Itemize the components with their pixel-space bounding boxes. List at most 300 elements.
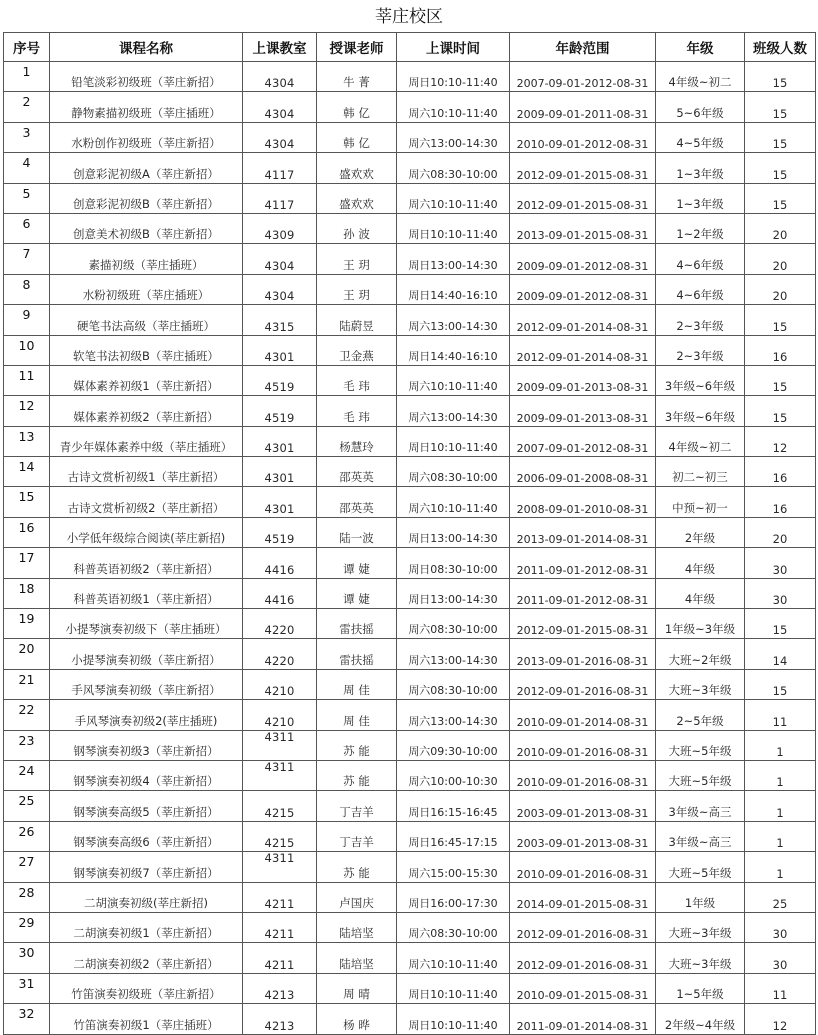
cell-course-name: 水粉创作初级班（莘庄新招） bbox=[50, 122, 243, 152]
cell-age-range: 2010-09-01-2016-08-31 bbox=[510, 730, 656, 760]
cell-course-name: 竹笛演奏初级班（莘庄新招） bbox=[50, 973, 243, 1003]
cell-index: 5 bbox=[4, 183, 50, 213]
cell-age-range: 2013-09-01-2016-08-31 bbox=[510, 639, 656, 669]
cell-age-range: 2012-09-01-2016-08-31 bbox=[510, 669, 656, 699]
header-course-name: 课程名称 bbox=[50, 33, 243, 62]
table-row bbox=[4, 517, 816, 547]
cell-grade: 4~5年级 bbox=[656, 122, 745, 152]
cell-class-size: 12 bbox=[745, 426, 816, 456]
cell-class-time: 周六08:30-10:00 bbox=[397, 153, 510, 183]
table-row bbox=[4, 791, 816, 821]
cell-age-range: 2012-09-01-2014-08-31 bbox=[510, 305, 656, 335]
cell-class-time: 周日13:00-14:30 bbox=[397, 517, 510, 547]
cell-classroom: 4210 bbox=[243, 669, 317, 699]
cell-class-time: 周六10:10-11:40 bbox=[397, 487, 510, 517]
cell-class-time: 周日10:10-11:40 bbox=[397, 62, 510, 92]
cell-class-size: 15 bbox=[745, 305, 816, 335]
cell-class-size: 1 bbox=[745, 791, 816, 821]
cell-course-name: 手风琴演奏初级（莘庄新招） bbox=[50, 669, 243, 699]
cell-classroom: 4215 bbox=[243, 821, 317, 851]
table-row bbox=[4, 943, 816, 973]
cell-age-range: 2007-09-01-2012-08-31 bbox=[510, 62, 656, 92]
cell-course-name: 媒体素养初级1（莘庄新招） bbox=[50, 365, 243, 395]
cell-grade: 5~6年级 bbox=[656, 92, 745, 122]
cell-age-range: 2013-09-01-2014-08-31 bbox=[510, 517, 656, 547]
cell-grade: 1年级 bbox=[656, 882, 745, 912]
cell-index: 24 bbox=[4, 760, 50, 790]
cell-grade: 1~3年级 bbox=[656, 153, 745, 183]
cell-class-time: 周六13:00-14:30 bbox=[397, 122, 510, 152]
cell-teacher: 孙 波 bbox=[317, 213, 397, 243]
cell-class-time: 周日13:00-14:30 bbox=[397, 244, 510, 274]
cell-age-range: 2014-09-01-2015-08-31 bbox=[510, 882, 656, 912]
cell-index: 20 bbox=[4, 639, 50, 669]
cell-grade: 2年级 bbox=[656, 517, 745, 547]
page-title: 莘庄校区 bbox=[375, 7, 443, 27]
cell-class-time: 周六10:00-10:30 bbox=[397, 760, 510, 790]
cell-course-name: 小提琴演奏初级（莘庄新招） bbox=[50, 639, 243, 669]
cell-classroom: 4117 bbox=[243, 183, 317, 213]
cell-classroom: 4315 bbox=[243, 305, 317, 335]
cell-classroom: 4211 bbox=[243, 943, 317, 973]
cell-age-range: 2012-09-01-2014-08-31 bbox=[510, 335, 656, 365]
cell-grade: 3年级~高三 bbox=[656, 791, 745, 821]
cell-class-time: 周日14:40-16:10 bbox=[397, 274, 510, 304]
cell-course-name: 青少年媒体素养中级（莘庄插班） bbox=[50, 426, 243, 456]
table-row bbox=[4, 852, 816, 882]
cell-classroom: 4301 bbox=[243, 457, 317, 487]
table-row bbox=[4, 669, 816, 699]
cell-classroom: 4519 bbox=[243, 396, 317, 426]
cell-class-size: 1 bbox=[745, 760, 816, 790]
table-row bbox=[4, 305, 816, 335]
cell-class-time: 周六10:10-11:40 bbox=[397, 183, 510, 213]
cell-class-size: 15 bbox=[745, 669, 816, 699]
cell-classroom: 4416 bbox=[243, 548, 317, 578]
cell-index: 29 bbox=[4, 912, 50, 942]
cell-classroom: 4304 bbox=[243, 92, 317, 122]
cell-course-name: 小提琴演奏初级下（莘庄插班） bbox=[50, 609, 243, 639]
cell-class-time: 周日10:10-11:40 bbox=[397, 973, 510, 1003]
table-row bbox=[4, 487, 816, 517]
table-row bbox=[4, 700, 816, 730]
cell-class-time: 周日08:30-10:00 bbox=[397, 548, 510, 578]
cell-teacher: 毛 玮 bbox=[317, 396, 397, 426]
cell-teacher: 谭 婕 bbox=[317, 548, 397, 578]
cell-grade: 3年级~6年级 bbox=[656, 396, 745, 426]
cell-class-size: 1 bbox=[745, 730, 816, 760]
cell-grade: 2~5年级 bbox=[656, 700, 745, 730]
cell-teacher: 卫金燕 bbox=[317, 335, 397, 365]
table-row bbox=[4, 973, 816, 1003]
cell-classroom: 4213 bbox=[243, 1004, 317, 1034]
cell-class-size: 15 bbox=[745, 153, 816, 183]
cell-class-size: 12 bbox=[745, 1004, 816, 1034]
cell-age-range: 2010-09-01-2012-08-31 bbox=[510, 122, 656, 152]
cell-age-range: 2012-09-01-2015-08-31 bbox=[510, 609, 656, 639]
cell-grade: 4~6年级 bbox=[656, 274, 745, 304]
cell-classroom: 4304 bbox=[243, 62, 317, 92]
cell-class-time: 周日10:10-11:40 bbox=[397, 1004, 510, 1034]
cell-course-name: 二胡演奏初级(莘庄新招) bbox=[50, 882, 243, 912]
cell-class-size: 20 bbox=[745, 517, 816, 547]
cell-index: 14 bbox=[4, 457, 50, 487]
cell-classroom: 4213 bbox=[243, 973, 317, 1003]
cell-teacher: 韩 亿 bbox=[317, 92, 397, 122]
classroom-label: 4311 bbox=[264, 760, 295, 774]
cell-class-time: 周六08:30-10:00 bbox=[397, 912, 510, 942]
cell-age-range: 2009-09-01-2012-08-31 bbox=[510, 274, 656, 304]
cell-course-name: 创意彩泥初级A（莘庄新招） bbox=[50, 153, 243, 183]
cell-course-name: 科普英语初级1（莘庄新招） bbox=[50, 578, 243, 608]
cell-age-range: 2007-09-01-2012-08-31 bbox=[510, 426, 656, 456]
cell-teacher: 邵英英 bbox=[317, 457, 397, 487]
cell-teacher: 陆培坚 bbox=[317, 943, 397, 973]
cell-classroom: 4301 bbox=[243, 335, 317, 365]
cell-grade: 3年级~6年级 bbox=[656, 365, 745, 395]
cell-grade: 大班~5年级 bbox=[656, 730, 745, 760]
cell-course-name: 科普英语初级2（莘庄新招） bbox=[50, 548, 243, 578]
cell-grade: 4年级 bbox=[656, 578, 745, 608]
cell-class-time: 周日14:40-16:10 bbox=[397, 335, 510, 365]
cell-age-range: 2009-09-01-2013-08-31 bbox=[510, 365, 656, 395]
cell-class-time: 周日16:45-17:15 bbox=[397, 821, 510, 851]
cell-index: 28 bbox=[4, 882, 50, 912]
table-row bbox=[4, 244, 816, 274]
cell-teacher: 韩 亿 bbox=[317, 122, 397, 152]
cell-course-name: 钢琴演奏高级6（莘庄新招） bbox=[50, 821, 243, 851]
table-row bbox=[4, 578, 816, 608]
table-row bbox=[4, 912, 816, 942]
cell-index: 16 bbox=[4, 517, 50, 547]
cell-course-name: 素描初级（莘庄插班） bbox=[50, 244, 243, 274]
cell-classroom: 4220 bbox=[243, 609, 317, 639]
cell-index: 18 bbox=[4, 578, 50, 608]
cell-class-time: 周六10:10-11:40 bbox=[397, 365, 510, 395]
cell-course-name: 二胡演奏初级1（莘庄新招） bbox=[50, 912, 243, 942]
cell-grade: 大班~5年级 bbox=[656, 760, 745, 790]
cell-index: 22 bbox=[4, 700, 50, 730]
table-row bbox=[4, 760, 816, 790]
cell-class-size: 30 bbox=[745, 548, 816, 578]
table-header-row bbox=[4, 33, 816, 62]
cell-grade: 2~3年级 bbox=[656, 335, 745, 365]
cell-classroom: 4211 bbox=[243, 912, 317, 942]
cell-teacher: 毛 玮 bbox=[317, 365, 397, 395]
table-row bbox=[4, 335, 816, 365]
cell-class-time: 周日16:00-17:30 bbox=[397, 882, 510, 912]
cell-classroom: 4304 bbox=[243, 122, 317, 152]
cell-class-time: 周六13:00-14:30 bbox=[397, 700, 510, 730]
cell-class-time: 周六10:10-11:40 bbox=[397, 943, 510, 973]
cell-class-size: 20 bbox=[745, 244, 816, 274]
cell-index: 32 bbox=[4, 1004, 50, 1034]
table-row bbox=[4, 183, 816, 213]
table-row bbox=[4, 548, 816, 578]
cell-class-size: 1 bbox=[745, 852, 816, 882]
cell-course-name: 小学低年级综合阅读(莘庄新招) bbox=[50, 517, 243, 547]
cell-age-range: 2012-09-01-2016-08-31 bbox=[510, 943, 656, 973]
cell-index: 23 bbox=[4, 730, 50, 760]
cell-index: 15 bbox=[4, 487, 50, 517]
cell-age-range: 2011-09-01-2012-08-31 bbox=[510, 578, 656, 608]
cell-index: 12 bbox=[4, 396, 50, 426]
cell-class-size: 11 bbox=[745, 973, 816, 1003]
cell-class-size: 15 bbox=[745, 92, 816, 122]
cell-classroom: 4220 bbox=[243, 639, 317, 669]
cell-age-range: 2006-09-01-2008-08-31 bbox=[510, 457, 656, 487]
table-body bbox=[4, 62, 816, 1035]
cell-class-size: 20 bbox=[745, 274, 816, 304]
cell-age-range: 2009-09-01-2011-08-31 bbox=[510, 92, 656, 122]
cell-grade: 4~6年级 bbox=[656, 244, 745, 274]
cell-age-range: 2009-09-01-2012-08-31 bbox=[510, 244, 656, 274]
cell-class-size: 16 bbox=[745, 487, 816, 517]
cell-teacher: 丁吉羊 bbox=[317, 791, 397, 821]
cell-index: 3 bbox=[4, 122, 50, 152]
cell-classroom: 4301 bbox=[243, 426, 317, 456]
cell-index: 21 bbox=[4, 669, 50, 699]
cell-teacher: 雷扶摇 bbox=[317, 639, 397, 669]
cell-class-size: 30 bbox=[745, 912, 816, 942]
cell-classroom: 4304 bbox=[243, 244, 317, 274]
cell-class-time: 周六15:00-15:30 bbox=[397, 852, 510, 882]
cell-classroom: 4301 bbox=[243, 487, 317, 517]
cell-age-range: 2010-09-01-2014-08-31 bbox=[510, 700, 656, 730]
cell-classroom: 4117 bbox=[243, 153, 317, 183]
cell-course-name: 二胡演奏初级2（莘庄新招） bbox=[50, 943, 243, 973]
cell-teacher: 邵英英 bbox=[317, 487, 397, 517]
cell-course-name: 钢琴演奏初级4（莘庄新招） bbox=[50, 760, 243, 790]
cell-teacher: 周 晴 bbox=[317, 973, 397, 1003]
cell-class-size: 20 bbox=[745, 213, 816, 243]
cell-grade: 大班~3年级 bbox=[656, 669, 745, 699]
cell-age-range: 2008-09-01-2010-08-31 bbox=[510, 487, 656, 517]
table-row bbox=[4, 639, 816, 669]
cell-index: 25 bbox=[4, 791, 50, 821]
cell-class-time: 周日13:00-14:30 bbox=[397, 578, 510, 608]
cell-grade: 初二~初三 bbox=[656, 457, 745, 487]
cell-classroom: 4416 bbox=[243, 578, 317, 608]
cell-class-size: 11 bbox=[745, 700, 816, 730]
cell-index: 7 bbox=[4, 244, 50, 274]
cell-teacher: 陆一波 bbox=[317, 517, 397, 547]
cell-course-name: 创意彩泥初级B（莘庄新招） bbox=[50, 183, 243, 213]
cell-course-name: 静物素描初级班（莘庄插班） bbox=[50, 92, 243, 122]
cell-grade: 1~5年级 bbox=[656, 973, 745, 1003]
cell-grade: 中预~初一 bbox=[656, 487, 745, 517]
cell-age-range: 2012-09-01-2015-08-31 bbox=[510, 153, 656, 183]
cell-grade: 4年级 bbox=[656, 548, 745, 578]
cell-class-time: 周六13:00-14:30 bbox=[397, 305, 510, 335]
cell-course-name: 竹笛演奏初级1（莘庄插班） bbox=[50, 1004, 243, 1034]
cell-class-time: 周六08:30-10:00 bbox=[397, 669, 510, 699]
cell-classroom: 4519 bbox=[243, 517, 317, 547]
cell-classroom: 4309 bbox=[243, 213, 317, 243]
cell-teacher: 杨 晔 bbox=[317, 1004, 397, 1034]
table-row bbox=[4, 457, 816, 487]
table-row bbox=[4, 1004, 816, 1034]
cell-classroom: 4519 bbox=[243, 365, 317, 395]
schedule-table bbox=[3, 32, 816, 1035]
cell-course-name: 水粉初级班（莘庄插班） bbox=[50, 274, 243, 304]
table-row bbox=[4, 153, 816, 183]
classroom-label: 4311 bbox=[264, 851, 295, 866]
cell-index: 2 bbox=[4, 92, 50, 122]
table-row bbox=[4, 92, 816, 122]
cell-teacher: 陆蔚昱 bbox=[317, 305, 397, 335]
cell-class-size: 15 bbox=[745, 122, 816, 152]
cell-index: 27 bbox=[4, 852, 50, 882]
cell-course-name: 古诗文赏析初级2（莘庄新招） bbox=[50, 487, 243, 517]
header-age-range: 年龄范围 bbox=[510, 33, 656, 62]
cell-index: 4 bbox=[4, 153, 50, 183]
cell-grade: 2~3年级 bbox=[656, 305, 745, 335]
cell-age-range: 2012-09-01-2015-08-31 bbox=[510, 183, 656, 213]
schedule-table-container bbox=[3, 32, 815, 1035]
cell-course-name: 硬笔书法高级（莘庄插班） bbox=[50, 305, 243, 335]
cell-teacher: 雷扶摇 bbox=[317, 609, 397, 639]
cell-teacher: 丁吉羊 bbox=[317, 821, 397, 851]
cell-grade: 4年级~初二 bbox=[656, 62, 745, 92]
cell-index: 10 bbox=[4, 335, 50, 365]
cell-grade: 大班~3年级 bbox=[656, 943, 745, 973]
cell-class-size: 16 bbox=[745, 457, 816, 487]
cell-classroom: 4211 bbox=[243, 882, 317, 912]
cell-teacher: 王 玥 bbox=[317, 274, 397, 304]
cell-age-range: 2010-09-01-2016-08-31 bbox=[510, 760, 656, 790]
cell-teacher: 苏 能 bbox=[317, 730, 397, 760]
cell-class-size: 15 bbox=[745, 62, 816, 92]
cell-classroom bbox=[243, 730, 317, 760]
cell-grade: 大班~2年级 bbox=[656, 639, 745, 669]
cell-age-range: 2013-09-01-2015-08-31 bbox=[510, 213, 656, 243]
cell-teacher: 盛欢欢 bbox=[317, 183, 397, 213]
cell-teacher: 陆培坚 bbox=[317, 912, 397, 942]
header-grade: 年级 bbox=[656, 33, 745, 62]
cell-grade: 大班~3年级 bbox=[656, 912, 745, 942]
cell-index: 19 bbox=[4, 609, 50, 639]
cell-course-name: 手风琴演奏初级2(莘庄插班) bbox=[50, 700, 243, 730]
table-row bbox=[4, 882, 816, 912]
cell-course-name: 钢琴演奏初级7（莘庄新招） bbox=[50, 852, 243, 882]
cell-age-range: 2003-09-01-2013-08-31 bbox=[510, 821, 656, 851]
cell-class-time: 周日16:15-16:45 bbox=[397, 791, 510, 821]
cell-grade: 4年级~初二 bbox=[656, 426, 745, 456]
cell-course-name: 钢琴演奏高级5（莘庄新招） bbox=[50, 791, 243, 821]
cell-class-size: 30 bbox=[745, 578, 816, 608]
table-row bbox=[4, 274, 816, 304]
cell-age-range: 2003-09-01-2013-08-31 bbox=[510, 791, 656, 821]
cell-grade: 1~2年级 bbox=[656, 213, 745, 243]
table-row bbox=[4, 396, 816, 426]
cell-teacher: 周 佳 bbox=[317, 669, 397, 699]
cell-index: 17 bbox=[4, 548, 50, 578]
header-classroom: 上课教室 bbox=[243, 33, 317, 62]
cell-index: 1 bbox=[4, 62, 50, 92]
cell-teacher: 杨慧玲 bbox=[317, 426, 397, 456]
cell-class-time: 周六08:30-10:00 bbox=[397, 457, 510, 487]
cell-course-name: 铅笔淡彩初级班（莘庄新招） bbox=[50, 62, 243, 92]
cell-classroom: 4304 bbox=[243, 274, 317, 304]
cell-teacher: 王 玥 bbox=[317, 244, 397, 274]
cell-course-name: 媒体素养初级2（莘庄新招） bbox=[50, 396, 243, 426]
classroom-label: 4311 bbox=[264, 730, 295, 744]
cell-teacher: 周 佳 bbox=[317, 700, 397, 730]
table-row bbox=[4, 122, 816, 152]
cell-course-name: 钢琴演奏初级3（莘庄新招） bbox=[50, 730, 243, 760]
cell-course-name: 创意美术初级B（莘庄新招） bbox=[50, 213, 243, 243]
cell-class-size: 16 bbox=[745, 335, 816, 365]
table-row bbox=[4, 426, 816, 456]
cell-class-time: 周六13:00-14:30 bbox=[397, 639, 510, 669]
table-row bbox=[4, 213, 816, 243]
cell-index: 30 bbox=[4, 943, 50, 973]
cell-index: 9 bbox=[4, 305, 50, 335]
table-row bbox=[4, 609, 816, 639]
cell-age-range: 2010-09-01-2016-08-31 bbox=[510, 852, 656, 882]
table-row bbox=[4, 730, 816, 760]
cell-index: 6 bbox=[4, 213, 50, 243]
cell-class-time: 周日10:10-11:40 bbox=[397, 213, 510, 243]
header-index: 序号 bbox=[4, 33, 50, 62]
cell-index: 11 bbox=[4, 365, 50, 395]
cell-index: 26 bbox=[4, 821, 50, 851]
cell-index: 13 bbox=[4, 426, 50, 456]
cell-teacher: 盛欢欢 bbox=[317, 153, 397, 183]
cell-grade: 大班~5年级 bbox=[656, 852, 745, 882]
cell-class-size: 15 bbox=[745, 609, 816, 639]
header-class-time: 上课时间 bbox=[397, 33, 510, 62]
cell-class-time: 周日10:10-11:40 bbox=[397, 426, 510, 456]
table-row bbox=[4, 365, 816, 395]
cell-index: 31 bbox=[4, 973, 50, 1003]
cell-class-size: 14 bbox=[745, 639, 816, 669]
cell-age-range: 2012-09-01-2016-08-31 bbox=[510, 912, 656, 942]
cell-index: 8 bbox=[4, 274, 50, 304]
cell-classroom: 4210 bbox=[243, 700, 317, 730]
cell-grade: 1~3年级 bbox=[656, 183, 745, 213]
table-row bbox=[4, 62, 816, 92]
cell-age-range: 2009-09-01-2013-08-31 bbox=[510, 396, 656, 426]
cell-classroom: 4215 bbox=[243, 791, 317, 821]
cell-teacher: 苏 能 bbox=[317, 760, 397, 790]
cell-class-size: 15 bbox=[745, 183, 816, 213]
cell-class-size: 25 bbox=[745, 882, 816, 912]
cell-grade: 3年级~高三 bbox=[656, 821, 745, 851]
cell-course-name: 软笔书法初级B（莘庄插班） bbox=[50, 335, 243, 365]
cell-classroom bbox=[243, 852, 317, 882]
cell-age-range: 2011-09-01-2014-08-31 bbox=[510, 1004, 656, 1034]
cell-classroom bbox=[243, 760, 317, 790]
cell-class-time: 周六09:30-10:00 bbox=[397, 730, 510, 760]
cell-class-size: 15 bbox=[745, 365, 816, 395]
cell-class-size: 15 bbox=[745, 396, 816, 426]
header-teacher: 授课老师 bbox=[317, 33, 397, 62]
cell-class-size: 1 bbox=[745, 821, 816, 851]
cell-teacher: 牛 菁 bbox=[317, 62, 397, 92]
cell-class-time: 周六08:30-10:00 bbox=[397, 609, 510, 639]
cell-age-range: 2011-09-01-2012-08-31 bbox=[510, 548, 656, 578]
cell-teacher: 苏 能 bbox=[317, 852, 397, 882]
header-class-size: 班级人数 bbox=[745, 33, 816, 62]
cell-teacher: 卢国庆 bbox=[317, 882, 397, 912]
cell-class-time: 周六13:00-14:30 bbox=[397, 396, 510, 426]
cell-course-name: 古诗文赏析初级1（莘庄新招） bbox=[50, 457, 243, 487]
cell-teacher: 谭 婕 bbox=[317, 578, 397, 608]
cell-class-time: 周六10:10-11:40 bbox=[397, 92, 510, 122]
table-row bbox=[4, 821, 816, 851]
